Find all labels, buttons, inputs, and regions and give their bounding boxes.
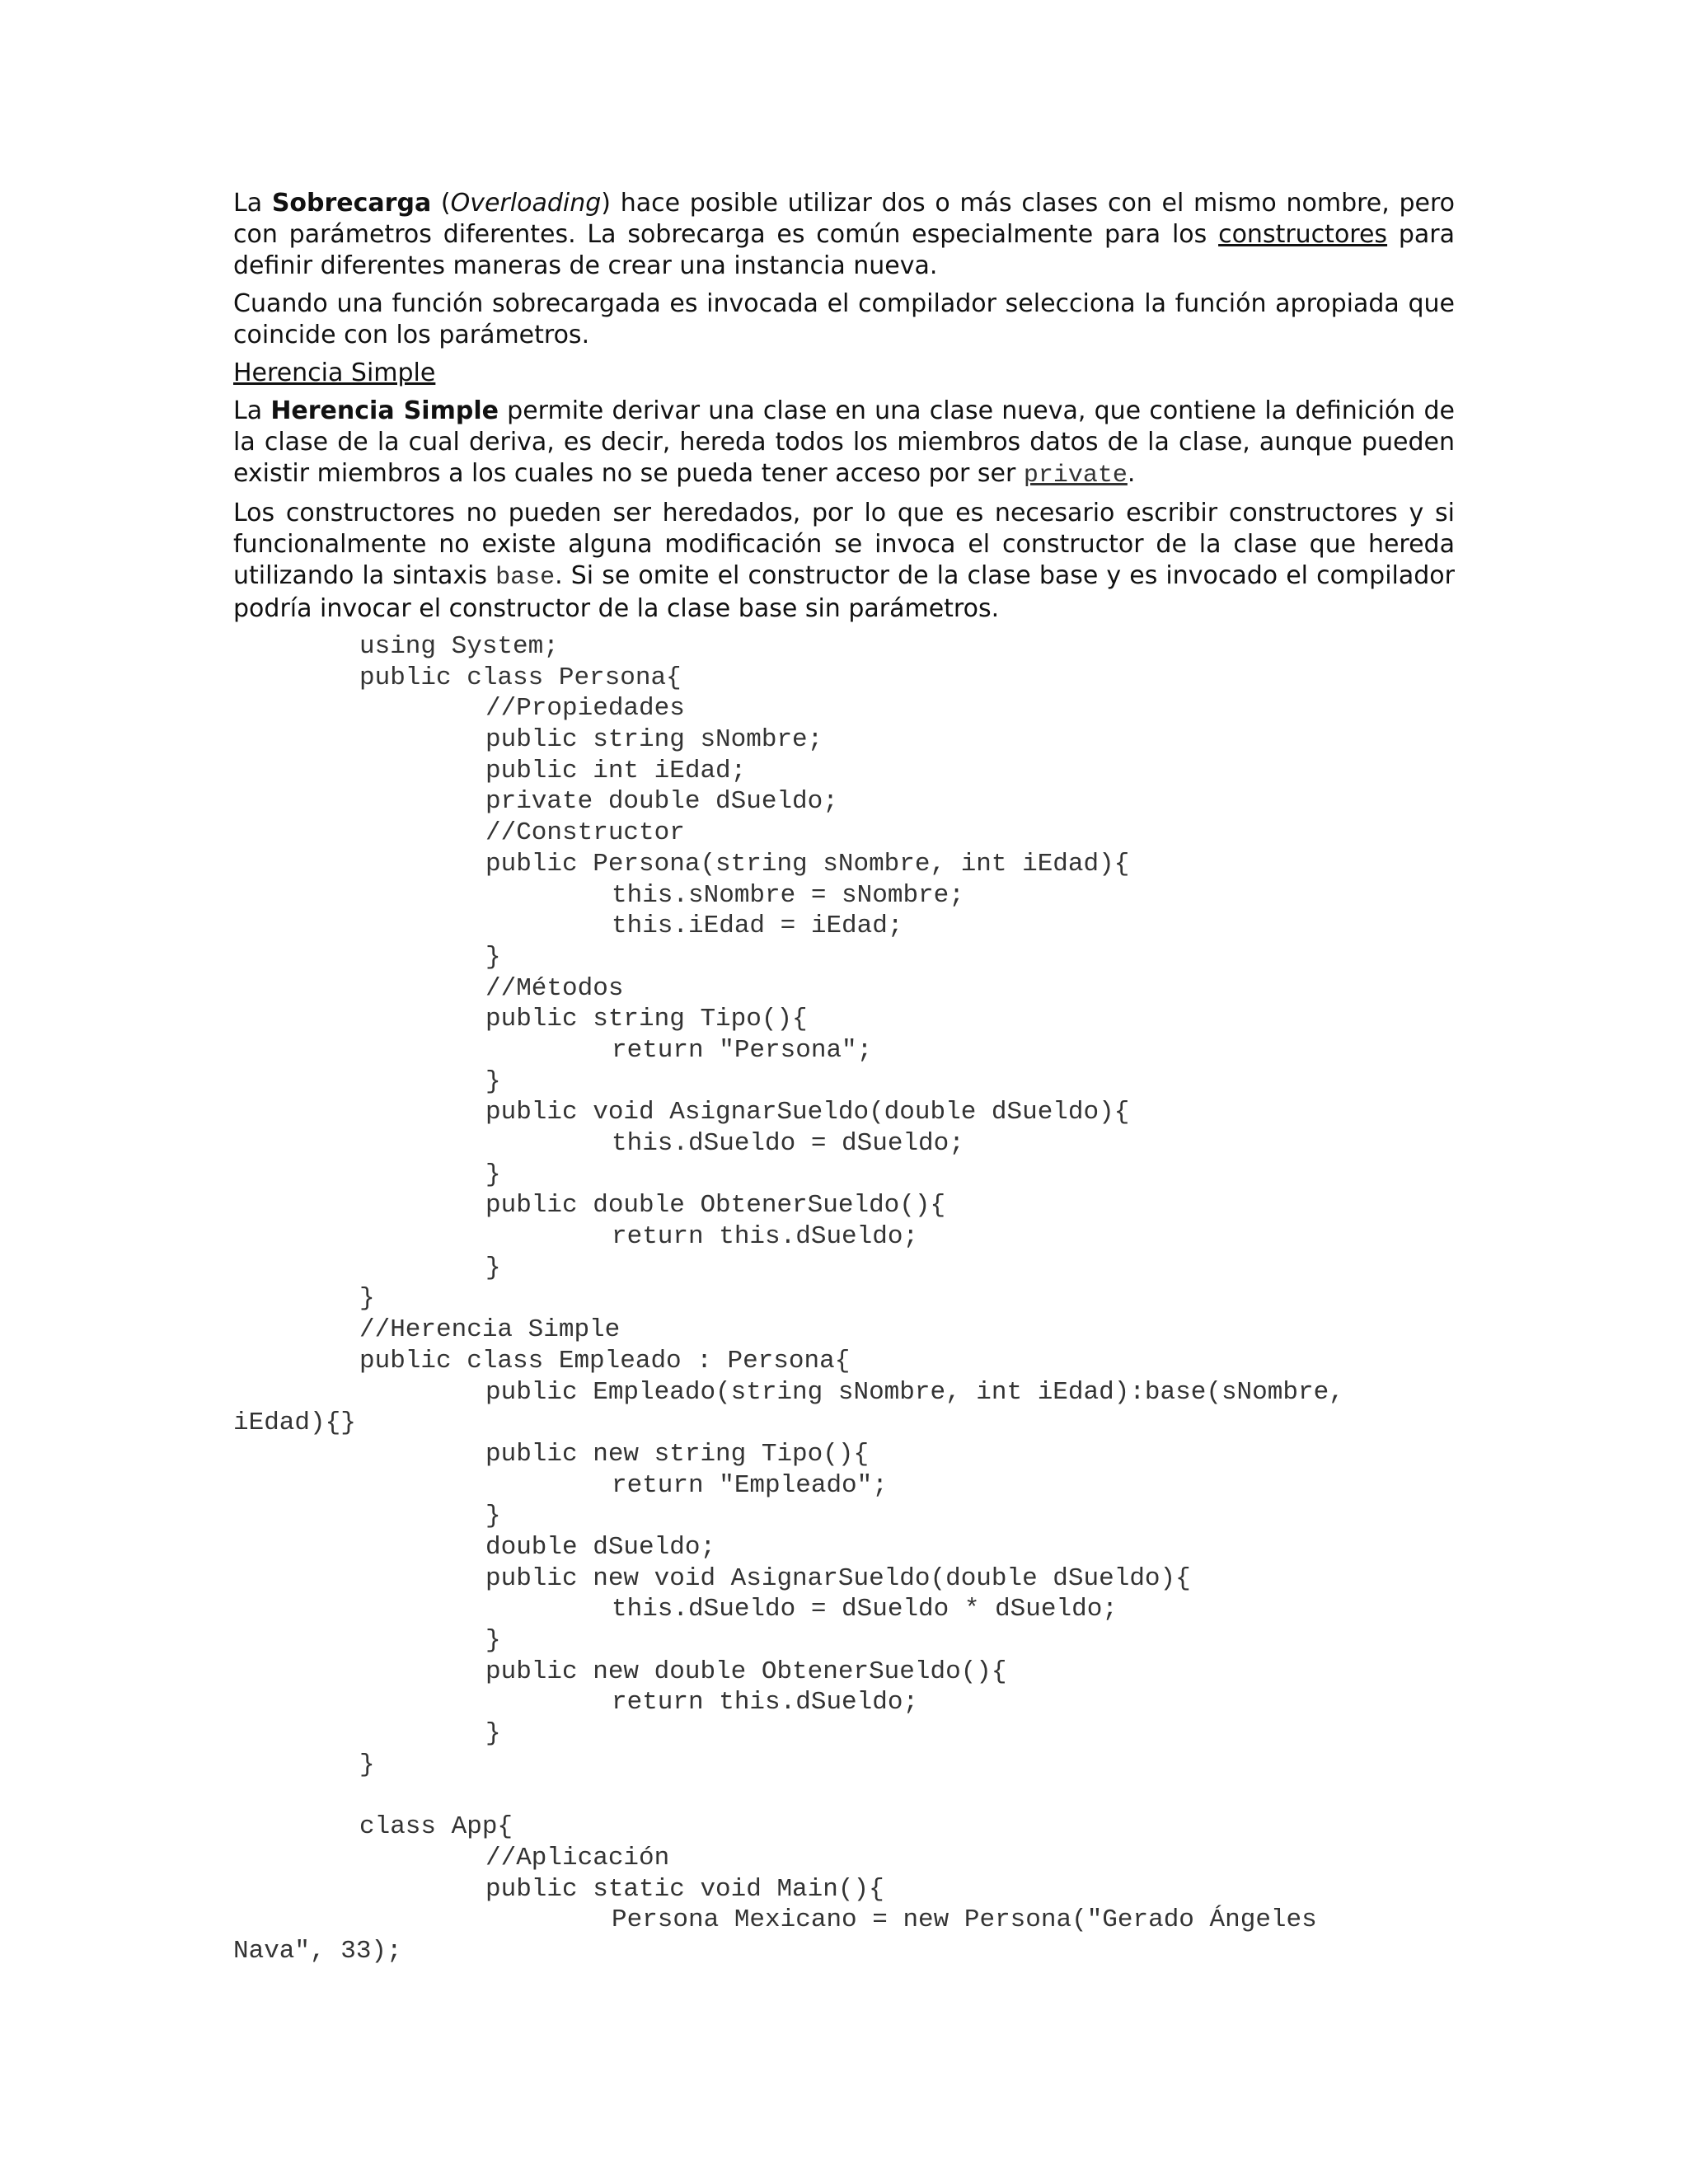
code-line: return this.dSueldo; <box>612 1222 919 1252</box>
text: La <box>233 396 271 425</box>
code-base: base <box>495 564 556 592</box>
code-line: //Constructor <box>485 818 685 848</box>
text: ) hace posible utilizar dos o más clases con el mismo nombre, pero con parámetros diferentes. La sobrecarga es común especialmente para los <box>233 189 1456 249</box>
text: La <box>233 189 272 218</box>
code-line: public new double ObtenerSueldo(){ <box>485 1657 1007 1686</box>
code-line: public new void AsignarSueldo(double dSueldo){ <box>485 1563 1191 1593</box>
link-constructores[interactable]: constructores <box>1218 220 1388 249</box>
code-line: //Aplicación <box>485 1843 670 1872</box>
text: Los constructores no pueden ser heredados, por lo que es necesario escribir constructores y si funcionalmente no existe alguna modificación se invoca el constructor de la clase que hereda utilizando la sintaxis <box>233 499 1455 590</box>
code-line: class App{ <box>359 1812 513 1842</box>
code-line: public double ObtenerSueldo(){ <box>485 1191 946 1221</box>
code-line: return this.dSueldo; <box>612 1688 919 1718</box>
code-line: public string sNombre; <box>485 725 823 755</box>
code-line: return "Persona"; <box>612 1035 873 1065</box>
code-line: Nava", 33); <box>233 1936 402 1966</box>
text: permite derivar una clase en una clase nueva, que contiene la definición de la clase de la cual deriva, es decir, hereda todos los miembros datos de la clase, aunque pueden existir miembros a los cuales no se pueda tener acceso por ser <box>233 396 1455 488</box>
code-line: return "Empleado"; <box>612 1470 888 1500</box>
text: ( <box>431 189 451 218</box>
text: para definir diferentes maneras de crear una instancia nueva. <box>233 220 1456 280</box>
code-line: } <box>485 1502 501 1531</box>
code-line: private double dSueldo; <box>485 787 838 817</box>
code-line: this.iEdad = iEdad; <box>612 912 903 941</box>
paragraph-herencia <box>233 396 1455 491</box>
code-line: public Persona(string sNombre, int iEdad){ <box>485 849 1130 879</box>
code-line: iEdad){} <box>233 1408 356 1438</box>
code-line: } <box>485 942 501 972</box>
code-line: this.sNombre = sNombre; <box>612 880 964 910</box>
paragraph-overloading <box>233 188 1455 282</box>
code-line: } <box>359 1284 375 1314</box>
code-line: public new string Tipo(){ <box>485 1439 870 1469</box>
code-line: public int iEdad; <box>485 756 747 785</box>
code-line: using System; <box>359 632 559 661</box>
code-line: double dSueldo; <box>485 1532 716 1562</box>
code-line: this.dSueldo = dSueldo; <box>612 1129 964 1158</box>
term-herencia-simple: Herencia Simple <box>270 396 499 425</box>
term-sobrecarga: Sobrecarga <box>271 189 432 218</box>
blank-line <box>233 1780 1455 1811</box>
heading-herencia-simple: Herencia Simple <box>233 359 436 387</box>
code-line: public string Tipo(){ <box>485 1005 808 1034</box>
code-line: //Herencia Simple <box>359 1315 621 1345</box>
code-line: public Empleado(string sNombre, int iEdad):base(sNombre, <box>485 1377 1344 1407</box>
code-line: public void AsignarSueldo(double dSueldo){ <box>485 1098 1130 1127</box>
code-line: public class Empleado : Persona{ <box>359 1346 851 1376</box>
code-line: public static void Main(){ <box>485 1874 884 1904</box>
code-line: } <box>485 1253 501 1282</box>
code-line: } <box>485 1066 501 1096</box>
code-line: public class Persona{ <box>359 663 682 692</box>
code-line: } <box>485 1626 501 1655</box>
document-page <box>233 188 1455 1967</box>
term-overloading: Overloading <box>450 189 602 218</box>
text: . <box>1127 459 1136 488</box>
code-line: } <box>485 1719 501 1749</box>
code-line: } <box>359 1750 375 1779</box>
paragraph-overload-resolution: Cuando una función sobrecargada es invocada el compilador selecciona la función apropiada que coincide con los parámetros. <box>233 289 1455 349</box>
text: . Si se omite el constructor de la clase base y es invocado el compilador podría invocar el constructor de la clase base sin parámetros. <box>233 561 1455 623</box>
code-line: //Propiedades <box>485 694 685 724</box>
code-private: private <box>1023 462 1128 490</box>
code-line: //Métodos <box>485 973 624 1003</box>
code-line: this.dSueldo = dSueldo * dSueldo; <box>612 1595 1118 1624</box>
code-line: Persona Mexicano = new Persona("Gerado Ángeles <box>612 1905 1317 1935</box>
paragraph-constructores <box>233 498 1455 625</box>
code-block <box>233 631 1455 1967</box>
code-line: } <box>485 1160 501 1189</box>
